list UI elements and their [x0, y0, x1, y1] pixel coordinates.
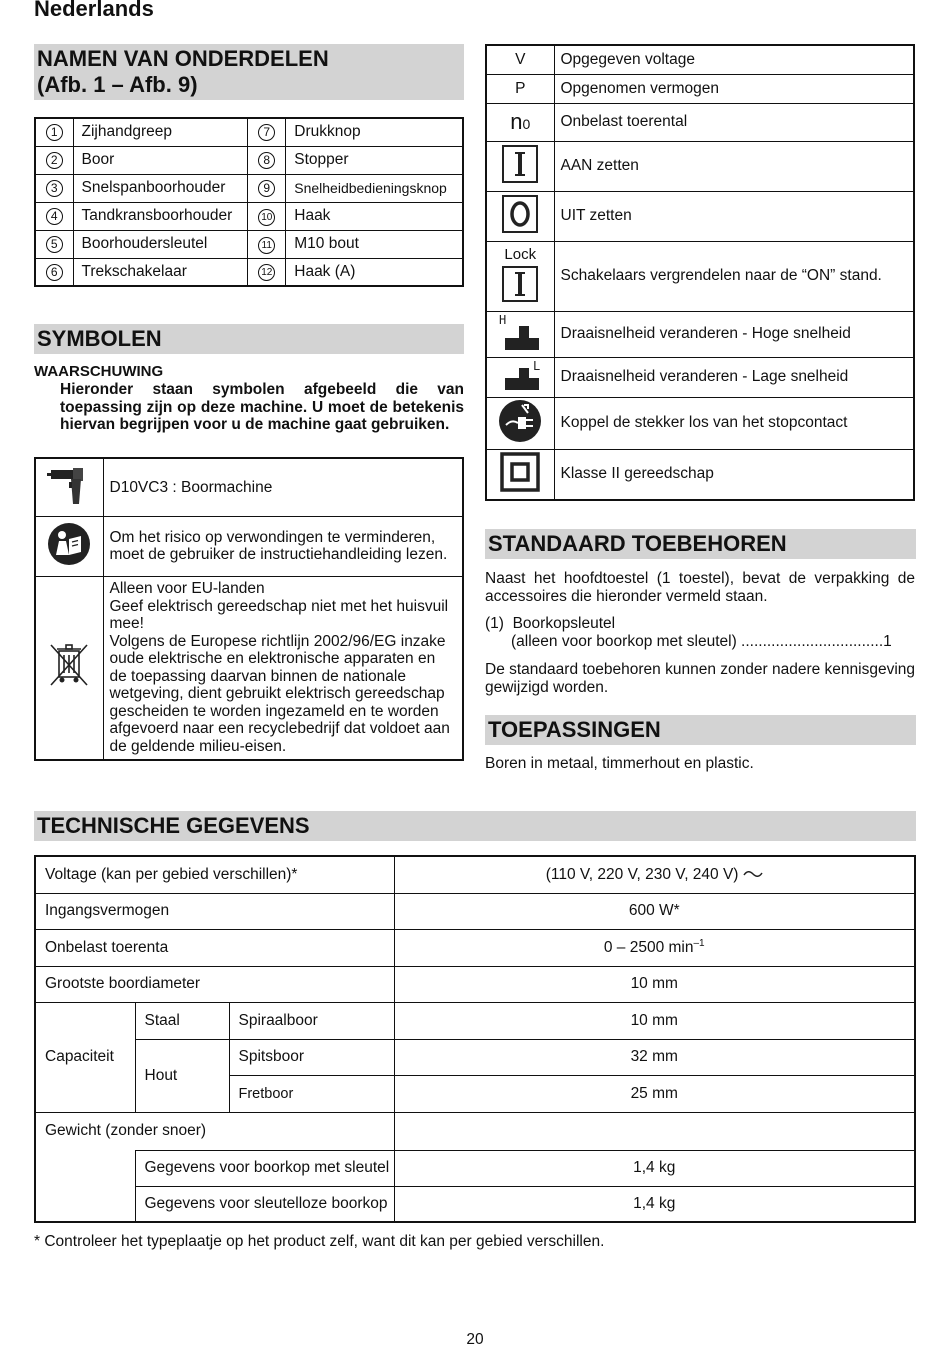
part-number-cell: [248, 258, 286, 286]
part-number-cell: [35, 202, 73, 230]
spec-steel-label: Staal: [135, 1002, 229, 1039]
right-symbols-table: [485, 44, 915, 501]
part-label: Tandkransboorhouder: [73, 202, 248, 230]
lock-text: Schakelaars vergrendelen naar de “ON” stand.: [554, 241, 914, 311]
part-number: 3: [46, 180, 63, 197]
part-number-cell: [248, 146, 286, 174]
parts-row: [35, 146, 463, 174]
class-ii-icon: [500, 452, 540, 492]
parts-title-line2: (Afb. 1 – Afb. 9): [37, 72, 198, 97]
spec-row-weight: [35, 1112, 915, 1150]
applications-text: Boren in metaal, timmerhout en plastic.: [485, 755, 754, 772]
standard-item-number: (1): [485, 615, 504, 632]
part-label: Boorhoudersleutel: [73, 230, 248, 258]
applications-heading: TOEPASSINGEN: [485, 715, 916, 745]
switch-on-icon-cell: [486, 141, 554, 191]
warning-title: WAARSCHUWING: [34, 363, 164, 380]
standard-accessories-heading: STANDAARD TOEBEHOREN: [485, 529, 916, 559]
part-number-cell: [35, 146, 73, 174]
machine-text: D10VC3 : Boormachine: [103, 458, 463, 516]
high-speed-icon-cell: [486, 311, 554, 357]
unplug-icon-cell: [486, 397, 554, 449]
part-label: Stopper: [286, 146, 463, 174]
part-number: 10: [258, 209, 275, 226]
symbol-row-voltage: [486, 45, 914, 74]
low-speed-icon: [497, 358, 543, 392]
eu-line-2: Geef elektrisch gereedschap niet met het huisvuil mee!: [109, 597, 449, 633]
language-heading: Nederlands: [34, 0, 154, 21]
spec-speed-label: Onbelast toerenta: [35, 929, 394, 966]
standard-note: De standaard toebehoren kunnen zonder nadere kennisgeving gewijzigd worden.: [485, 661, 916, 696]
symbols-table: [34, 457, 464, 761]
spec-indent-cell: [35, 1150, 135, 1186]
parts-row: [35, 118, 463, 146]
spec-row-diameter: [35, 966, 915, 1002]
part-number-cell: [248, 230, 286, 258]
spec-twist-label: Spiraalboor: [229, 1002, 394, 1039]
part-number: 1: [46, 124, 63, 141]
parts-row: [35, 174, 463, 202]
spec-keyed-label: Gegevens voor boorkop met sleutel: [135, 1150, 394, 1186]
part-label: Zijhandgreep: [73, 118, 248, 146]
part-label: Trekschakelaar: [73, 258, 248, 286]
spec-speed-value: 0 – 2500 $\min^{-1}$: [394, 929, 915, 966]
spec-fret-value: 25 mm: [394, 1075, 915, 1112]
footnote: * Controleer het typeplaatje op het product zelf, want dit kan per gebied verschillen.: [34, 1233, 605, 1250]
part-number: 11: [258, 237, 275, 254]
standard-item: [485, 615, 915, 651]
spec-weight-empty: [394, 1112, 915, 1150]
spec-spade-label: Spitsboor: [229, 1039, 394, 1075]
page-number: 20: [466, 1331, 484, 1348]
symbols-heading: SYMBOLEN: [34, 324, 464, 354]
spec-row-voltage: [35, 856, 915, 893]
crossed-waste-bin-icon: [47, 641, 91, 689]
symbol-row-high-speed: [486, 311, 914, 357]
voltage-symbol: V: [486, 45, 554, 74]
spec-voltage-value: (110 V, 220 V, 230 V, 240 V): [394, 856, 915, 893]
high-speed-text: Draaisnelheid veranderen - Hoge snelheid: [554, 311, 914, 357]
spec-voltage-label: Voltage (kan per gebied verschillen)*: [35, 856, 394, 893]
drill-icon-cell: [35, 458, 103, 516]
symbol-row-class2: [486, 449, 914, 500]
unplug-icon: [498, 399, 542, 443]
symbol-row-unplug: [486, 397, 914, 449]
spec-row-keyed: [35, 1150, 915, 1186]
spec-diameter-label: Grootste boordiameter: [35, 966, 394, 1002]
spec-keyless-label: Gegevens voor sleutelloze boorkop: [135, 1186, 394, 1222]
on-text: AAN zetten: [554, 141, 914, 191]
symbol-row-on: [486, 141, 914, 191]
parts-row: [35, 258, 463, 286]
part-number: 4: [46, 208, 63, 225]
spec-row-speed: [35, 929, 915, 966]
part-number: 12: [258, 264, 275, 281]
part-number-cell: [35, 118, 73, 146]
specs-table: [34, 855, 916, 1223]
spec-spade-value: 32 mm: [394, 1039, 915, 1075]
part-number: 5: [46, 236, 63, 253]
standard-item-detail: (alleen voor boorkop met sleutel) .................................1: [511, 633, 892, 650]
lock-on-icon: [502, 266, 538, 302]
lock-label: Lock: [504, 245, 537, 263]
switch-off-icon: [502, 195, 538, 233]
noload-text: Onbelast toerental: [554, 103, 914, 141]
off-text: UIT zetten: [554, 191, 914, 241]
eu-line-1: Alleen voor EU-landen: [109, 580, 265, 598]
part-label: Haak (A): [286, 258, 463, 286]
part-number-cell: [248, 174, 286, 202]
eu-line-3: Volgens de Europese richtlijn 2002/96/EG inzake oude elektrische en elektronische apparaten en de toepassing daarvan binnen de nationale wetgeving, dient gebruikt elektrisch gereedschap gescheiden te worden ingezameld en te worden afgevoerd naar een recyclebedrijf dat voldoet aan de geldende milieu-eisen.: [109, 632, 450, 755]
warning-text: Hieronder staan symbolen afgebeeld die van toepassing zijn op deze machine. U moet de betekenis hiervan begrijpen voor u de machine gaat gebruiken.: [60, 381, 464, 433]
switch-on-icon: [502, 145, 538, 183]
standard-intro: Naast het hoofdtoestel (1 toestel), bevat de verpakking de accessoires die hieronder vermeld staan.: [485, 570, 915, 605]
spec-power-label: Ingangsvermogen: [35, 893, 394, 929]
voltage-text: Opgegeven voltage: [554, 45, 914, 74]
part-label: Snelheidbedieningsknop: [286, 174, 463, 202]
spec-keyed-value: 1,4 kg: [394, 1150, 915, 1186]
part-number-cell: [248, 202, 286, 230]
class-ii-icon-cell: [486, 449, 554, 500]
spec-indent-cell: [35, 1186, 135, 1222]
parts-heading: [34, 44, 464, 100]
symbol-row-eu: [35, 576, 463, 760]
part-number: 2: [46, 152, 63, 169]
symbol-row-manual: [35, 516, 463, 576]
part-number: 9: [258, 180, 275, 197]
part-number-cell: [35, 174, 73, 202]
lock-on-icon-cell: [486, 241, 554, 311]
symbol-row-low-speed: [486, 357, 914, 397]
high-speed-icon: [497, 312, 543, 352]
spec-row-steel: [35, 1002, 915, 1039]
part-number: 6: [46, 264, 63, 281]
symbol-row-lock: [486, 241, 914, 311]
eu-text: [103, 576, 463, 760]
parts-row: [35, 230, 463, 258]
spec-capacity-label: Capaciteit: [35, 1002, 135, 1112]
power-symbol: P: [486, 74, 554, 103]
parts-table: [34, 117, 464, 287]
spec-row-spade: [35, 1039, 915, 1075]
parts-row: [35, 202, 463, 230]
specs-heading: TECHNISCHE GEGEVENS: [34, 811, 916, 841]
spec-row-power: [35, 893, 915, 929]
switch-off-icon-cell: [486, 191, 554, 241]
part-number: 8: [258, 152, 275, 169]
part-label: Haak: [286, 202, 463, 230]
drill-icon: [47, 462, 91, 508]
part-label: Snelspanboorhouder: [73, 174, 248, 202]
read-manual-icon: [47, 522, 91, 566]
spec-wood-label: Hout: [135, 1039, 229, 1112]
low-speed-letter: L: [533, 358, 541, 373]
part-label: M10 bout: [286, 230, 463, 258]
part-label: Drukknop: [286, 118, 463, 146]
ac-wave-icon: [743, 869, 763, 879]
symbol-row-machine: [35, 458, 463, 516]
spec-diameter-value: 10 mm: [394, 966, 915, 1002]
spec-weight-label: Gewicht (zonder snoer): [35, 1112, 394, 1150]
class-ii-text: Klasse II gereedschap: [554, 449, 914, 500]
part-label: Boor: [73, 146, 248, 174]
symbol-row-power: [486, 74, 914, 103]
part-number: 7: [258, 124, 275, 141]
spec-fret-label: Fretboor: [229, 1075, 394, 1112]
standard-item-name: Boorkopsleutel: [512, 615, 616, 632]
symbol-row-noload: [486, 103, 914, 141]
unplug-text: Koppel de stekker los van het stopcontact: [554, 397, 914, 449]
power-text: Opgenomen vermogen: [554, 74, 914, 103]
spec-keyless-value: 1,4 kg: [394, 1186, 915, 1222]
high-speed-letter: H: [499, 312, 507, 327]
part-number-cell: [35, 258, 73, 286]
part-number-cell: [35, 230, 73, 258]
part-number-cell: [248, 118, 286, 146]
symbol-row-off: [486, 191, 914, 241]
waste-bin-icon-cell: [35, 576, 103, 760]
low-speed-text: Draaisnelheid veranderen - Lage snelheid: [554, 357, 914, 397]
spec-row-keyless: [35, 1186, 915, 1222]
manual-text: Om het risico op verwondingen te verminderen, moet de gebruiker de instructiehandleiding lezen.: [103, 516, 463, 576]
noload-speed-symbol: n0: [486, 103, 554, 141]
parts-title-line1: NAMEN VAN ONDERDELEN: [37, 46, 329, 71]
spec-power-value: 600 W*: [394, 893, 915, 929]
low-speed-icon-cell: [486, 357, 554, 397]
read-manual-icon-cell: [35, 516, 103, 576]
spec-twist-value: 10 mm: [394, 1002, 915, 1039]
